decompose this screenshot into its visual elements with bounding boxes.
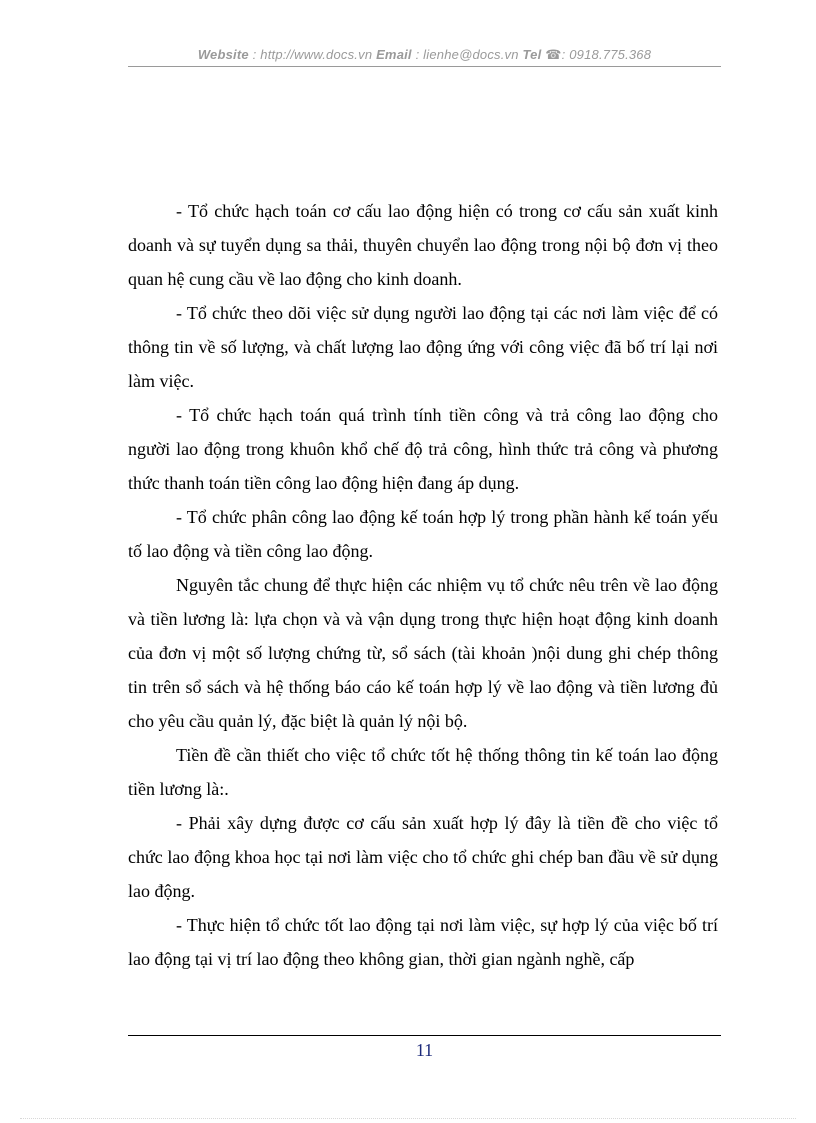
phone-icon: ☎: [545, 47, 562, 62]
document-body: [128, 194, 718, 976]
paragraph: - Thực hiện tổ chức tốt lao động tại nơi làm việc, sự hợp lý của việc bố trí lao động tại vị trí lao động theo không gian, thời gian ngành nghề, cấp: [128, 915, 718, 969]
header-divider: [128, 66, 721, 67]
page-bottom-border: [20, 1118, 796, 1119]
paragraph: - Phải xây dựng được cơ cấu sản xuất hợp lý đây là tiền đề cho việc tổ chức lao động khoa học tại nơi làm việc cho tổ chức ghi chép ban đầu về sử dụng lao động.: [128, 813, 718, 901]
website-label: Website: [197, 47, 249, 62]
paragraph: - Tổ chức hạch toán cơ cấu lao động hiện có trong cơ cấu sản xuất kinh doanh và sự tuyển dụng sa thải, thuyên chuyển lao động trong nội bộ đơn vị theo quan hệ cung cầu về lao động cho kinh doanh.: [128, 201, 718, 289]
paragraph: - Tổ chức theo dõi việc sử dụng người lao động tại các nơi làm việc để có thông tin về số lượng, và chất lượng lao động ứng với công việc đã bố trí lại nơi làm việc.: [128, 303, 718, 391]
footer-divider: [128, 1035, 721, 1036]
paragraph: - Tổ chức hạch toán quá trình tính tiền công và trả công lao động cho người lao động trong khuôn khổ chế độ trả công, hình thức trả công và phương thức thanh toán tiền công lao động hiện đang áp dụng.: [128, 405, 718, 493]
page-header: [128, 47, 721, 63]
tel-label: Tel: [522, 47, 542, 62]
website-value: : http://www.docs.vn: [252, 47, 373, 62]
paragraph: - Tổ chức phân công lao động kế toán hợp lý trong phần hành kế toán yếu tố lao động và tiền công lao động.: [128, 507, 718, 561]
email-value: : lienhe@docs.vn: [415, 47, 519, 62]
paragraph: Nguyên tắc chung để thực hiện các nhiệm vụ tổ chức nêu trên về lao động và tiền lương là: lựa chọn và và vận dụng trong thực hiện hoạt động kinh doanh của đơn vị một số lượng chứng từ, sổ sách (tài khoản )nội dung ghi chép thông tin trên sổ sách và hệ thống báo cáo kế toán hợp lý về lao động và tiền lương đủ cho yêu cầu quản lý, đặc biệt là quản lý nội bộ.: [128, 575, 718, 731]
tel-value: : 0918.775.368: [561, 47, 652, 62]
email-label: Email: [376, 47, 412, 62]
page-number: 11: [415, 1040, 434, 1060]
paragraph: Tiền đề cần thiết cho việc tổ chức tốt hệ thống thông tin kế toán lao động tiền lương là:.: [128, 745, 718, 799]
